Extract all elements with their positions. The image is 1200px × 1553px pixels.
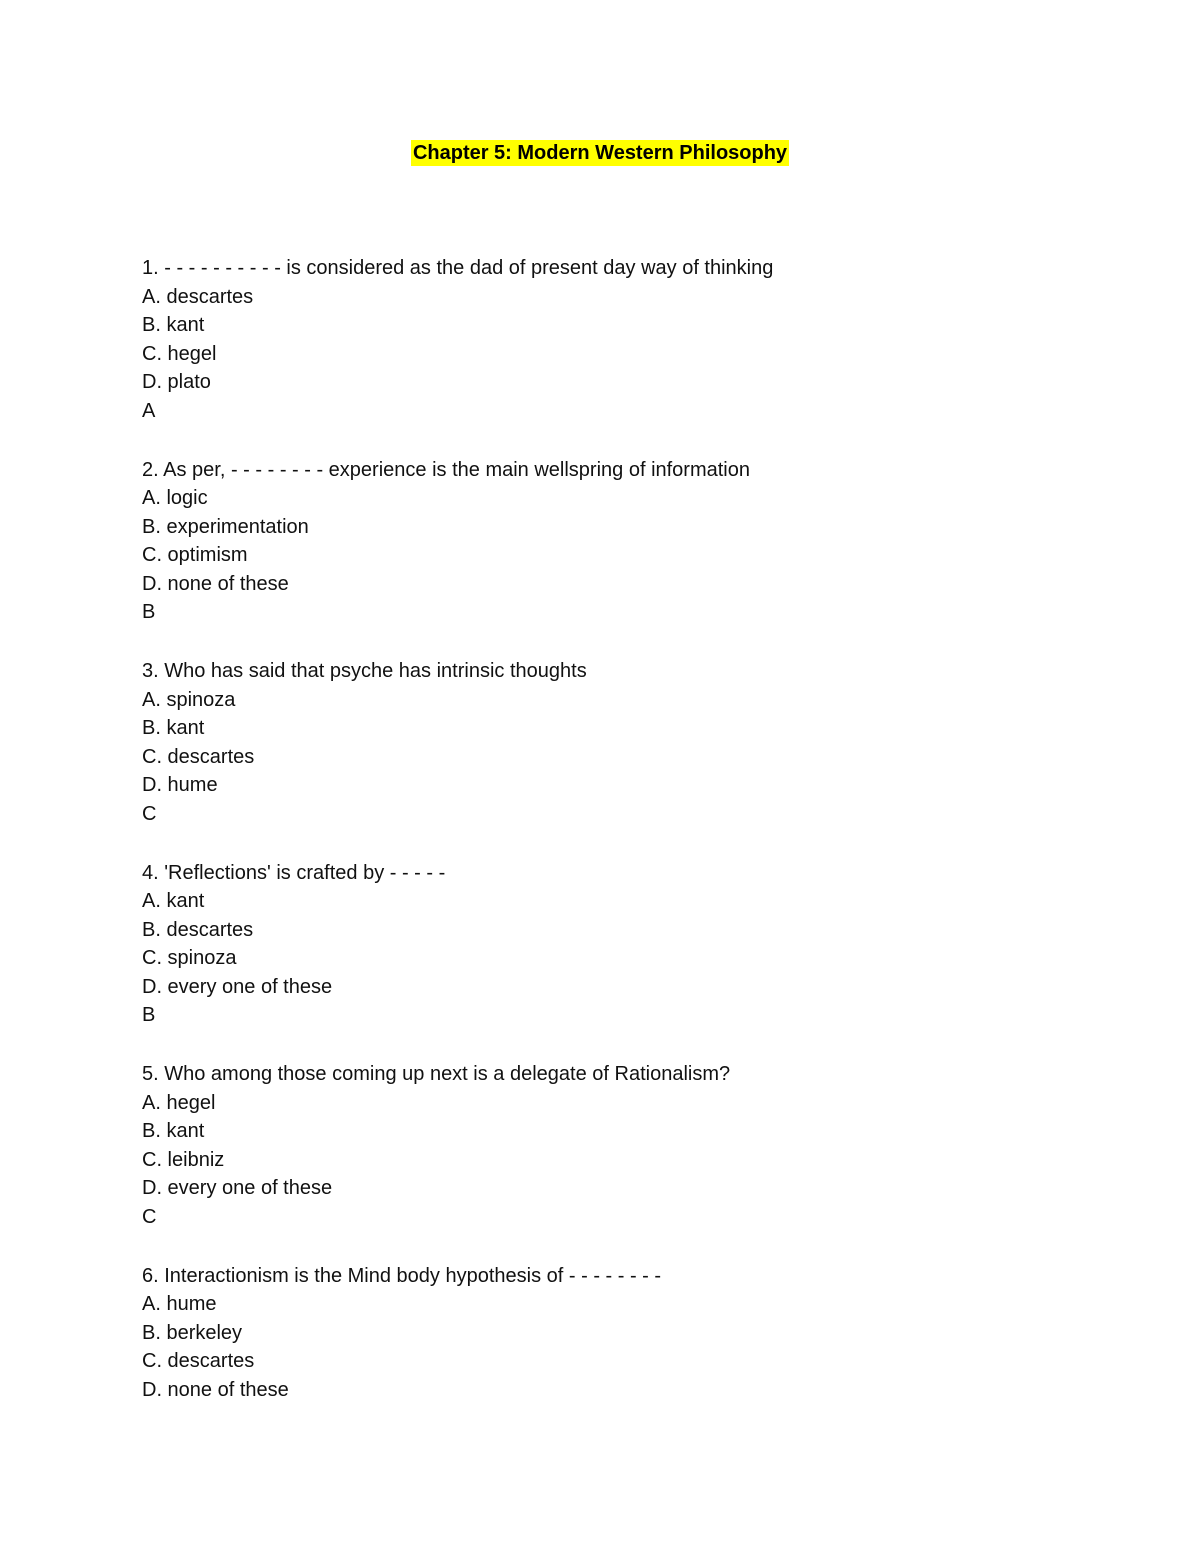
question-2 — [142, 456, 1142, 627]
question-4 — [142, 859, 1142, 1030]
title-wrapper — [0, 140, 1200, 166]
option-d: D. hume — [142, 774, 218, 796]
answer: B — [142, 601, 156, 623]
question-5 — [142, 1060, 1142, 1231]
question-6 — [142, 1262, 1142, 1405]
option-a: A. logic — [142, 487, 208, 509]
option-a: A. hume — [142, 1293, 217, 1315]
option-a: A. spinoza — [142, 688, 236, 711]
option-b: B. descartes — [142, 918, 254, 941]
option-b: B. kant — [142, 314, 205, 336]
question-stem: 6. Interactionism is the Mind body hypothesis of - - - - - - - - — [142, 1264, 662, 1287]
option-d: D. every one of these — [142, 975, 333, 998]
option-b: B. kant — [142, 717, 205, 739]
option-c: C. spinoza — [142, 947, 237, 969]
question-1 — [142, 254, 1142, 425]
option-d: D. none of these — [142, 1378, 289, 1401]
option-d: D. plato — [142, 371, 211, 393]
answer: B — [142, 1004, 156, 1026]
option-d: D. every one of these — [142, 1177, 333, 1199]
option-d: D. none of these — [142, 572, 289, 595]
answer: A — [142, 399, 156, 422]
option-c: C. optimism — [142, 544, 248, 566]
question-stem: 5. Who among those coming up next is a delegate of Rationalism? — [142, 1063, 731, 1085]
question-stem: 3. Who has said that psyche has intrinsic thoughts — [142, 660, 587, 682]
page-title: Chapter 5: Modern Western Philosophy — [412, 142, 788, 164]
option-a: A. kant — [142, 890, 205, 912]
question-stem: 1. - - - - - - - - - - is considered as the dad of present day way of thinking — [142, 257, 774, 279]
question-stem: 4. 'Reflections' is crafted by - - - - - — [142, 861, 446, 884]
question-list — [142, 254, 1142, 1435]
option-a: A. hegel — [142, 1091, 216, 1114]
answer: C — [142, 802, 157, 825]
option-c: C. descartes — [142, 745, 255, 768]
option-b: B. kant — [142, 1120, 205, 1142]
option-c: C. descartes — [142, 1350, 255, 1372]
question-3 — [142, 657, 1142, 828]
option-a: A. descartes — [142, 285, 254, 308]
answer: C — [142, 1205, 157, 1228]
question-stem: 2. As per, - - - - - - - - experience is the main wellspring of information — [142, 458, 750, 481]
option-c: C. hegel — [142, 342, 217, 365]
option-c: C. leibniz — [142, 1148, 225, 1171]
option-b: B. berkeley — [142, 1321, 243, 1344]
option-b: B. experimentation — [142, 515, 309, 538]
